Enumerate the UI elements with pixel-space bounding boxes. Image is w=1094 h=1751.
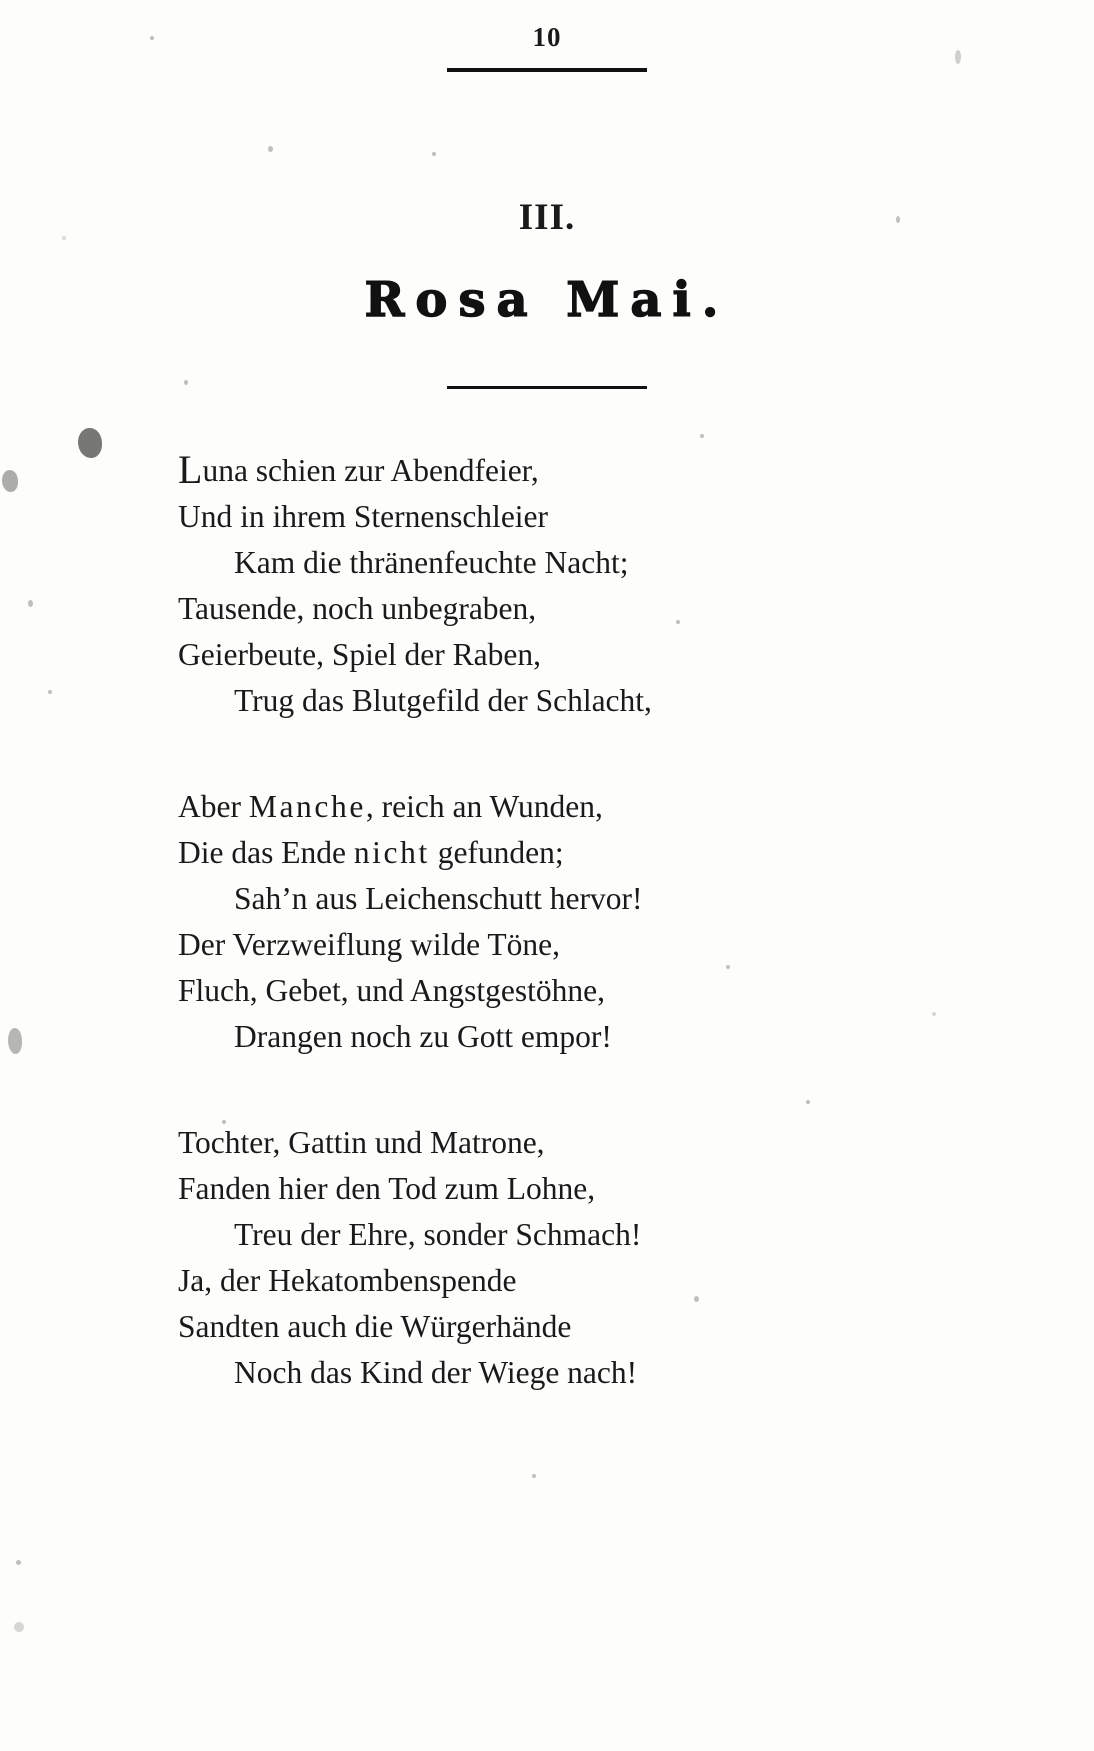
section-number: III. <box>518 197 576 238</box>
poem-line-text: Der Verzweiflung wilde Töne, <box>178 927 560 962</box>
header-rule <box>447 68 647 72</box>
poem-line <box>178 632 974 678</box>
poem-line <box>178 1304 974 1350</box>
paper-speck-18 <box>14 1622 24 1632</box>
poem-line-text: Sandten auch die Würgerhände <box>178 1309 572 1344</box>
paper-speck-9 <box>184 380 188 385</box>
poem-line-text: Sah’n aus Leichenschutt hervor! <box>234 881 643 916</box>
poem-line-text: Drangen noch zu Gott empor! <box>234 1019 612 1054</box>
emphasized-word: Manche <box>248 789 366 824</box>
paper-blot-left <box>78 428 102 458</box>
paper-speck-16 <box>532 1474 536 1478</box>
poem-line-text: Tochter, Gattin und Matrone, <box>178 1125 545 1160</box>
page-number: 10 <box>532 22 562 52</box>
paper-speck-3 <box>432 152 436 156</box>
poem-line <box>178 876 974 922</box>
poem-line <box>178 1014 974 1060</box>
emphasized-word: nicht <box>353 835 430 870</box>
poem-line-text: Trug das Blutgefild der Schlacht, <box>234 683 652 718</box>
poem-line <box>178 1258 974 1304</box>
poem-line <box>178 1120 974 1166</box>
poem-line <box>178 830 974 876</box>
poem-line <box>178 1350 974 1396</box>
poem-line <box>178 1166 974 1212</box>
poem-line-text: Geierbeute, Spiel der Raben, <box>178 637 541 672</box>
poem-line-text: Fluch, Gebet, und Angstgestöhne, <box>178 973 605 1008</box>
poem-line-text: Und in ihrem Sternenschleier <box>178 499 549 534</box>
poem-line-text: Ja, der Hekatombenspende <box>178 1263 517 1298</box>
paper-speck-7 <box>28 600 33 607</box>
poem-line <box>178 448 974 494</box>
page-title: Rosa Mai. <box>364 272 730 328</box>
poem-line <box>178 540 974 586</box>
poem-line-text: Tausende, noch unbegraben, <box>178 591 537 626</box>
drop-cap: L <box>178 447 203 492</box>
paper-speck-17 <box>16 1560 21 1565</box>
poem-line-text: Kam die thränenfeuchte Nacht; <box>234 545 629 580</box>
poem-body <box>178 448 974 1456</box>
poem-line-text: una schien zur Abendfeier, <box>202 453 539 488</box>
paper-speck-4 <box>700 434 704 438</box>
paper-blot-lower-left <box>8 1028 22 1054</box>
poem-line <box>178 678 974 724</box>
poem-line <box>178 968 974 1014</box>
poem-line <box>178 1212 974 1258</box>
paper-speck-8 <box>48 690 52 694</box>
title-rule <box>447 386 647 389</box>
poem-line <box>178 922 974 968</box>
poem-line <box>178 586 974 632</box>
poem-line-text: Die das Ende nicht gefunden; <box>178 835 564 870</box>
paper-speck-2 <box>268 146 273 152</box>
stanza <box>178 448 974 724</box>
poem-line-text: Fanden hier den Tod zum Lohne, <box>178 1171 596 1206</box>
stanza <box>178 784 974 1060</box>
poem-line-text: Noch das Kind der Wiege nach! <box>234 1355 638 1390</box>
poem-line <box>178 494 974 540</box>
poem-line <box>178 784 974 830</box>
paper-blot-margin <box>2 470 18 492</box>
poem-line-text: Aber Manche, reich an Wunden, <box>178 789 603 824</box>
poem-line-text: Treu der Ehre, sonder Schmach! <box>234 1217 642 1252</box>
stanza <box>178 1120 974 1396</box>
